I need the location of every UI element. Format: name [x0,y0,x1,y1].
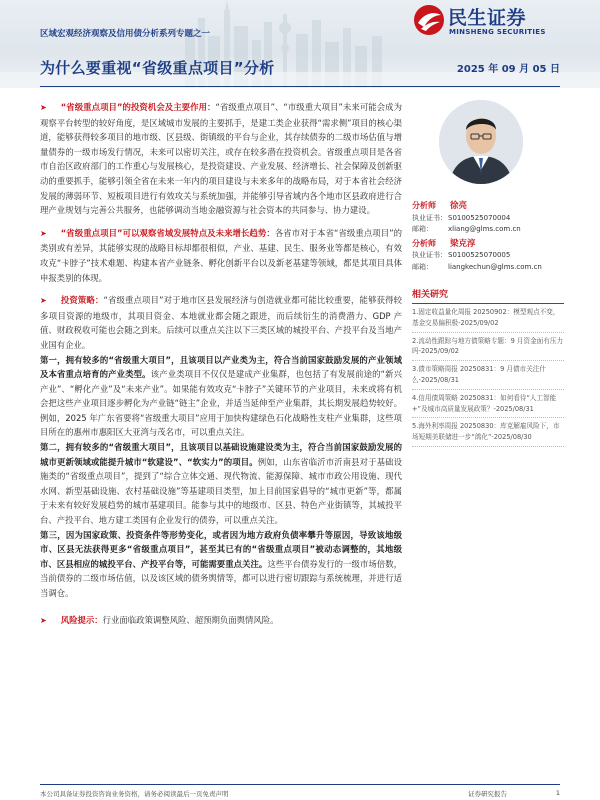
section-text: “省级重点项目”对于地市区县发展经济与创造就业都可能比较重要，能够获得较多项目资源的地级市，其项目资金、本地就业都会随之跟进，而后续衍生的消费潜力、GDP 产值、财政税收可能也会随之到来。后续可以重点关注以下三类区域的城投平台、产投平台及当地产业国有企业。 [40,295,403,350]
section-heading: “省级重点项目”的投资机会及主要作用： [60,102,216,112]
cert-label: 执业证书： [412,213,447,222]
related-research-item: 3.债市策略周报 20250831：9 月债市关注什么-2025/08/31 [412,361,564,390]
analyst-1-name-row [412,200,564,213]
strategy-point-3 [40,528,402,601]
analyst-name: 徐亮 [450,201,468,211]
section-risk [40,613,402,629]
point-bold-text: 第一，拥有较多的“省级重大项目”，且该项目以产业类为主，符合当前国家鼓励发展的产业领域及本省重点培育的产业类型。 [40,354,402,380]
point-text: 例如，山东省临沂市沂南县对于基础设施类的“省级重点项目”，提到了“综合立体交通、现代物流、能源保障、城市市政公用设施、现代水网、新型基础设施、农村基础设施”等基建项目类型，加上目前国家倡导的“城市更新”等，都属于未来有较好发展趋势的城市基建项目。能参与其中的地级市、区县、特色产业街镇等，其城投平台、产投平台、地方建工类国有企业发行的债券，可以重点关注。 [40,456,403,526]
point-bold-text: 第二，拥有较多的“省级重大项目”，且该项目以基础设施建设类为主，符合当前国家鼓励发展的城市更新领域或能提升城市“软建设”、“软实力”的项目。 [40,442,402,467]
email-label: 邮箱： [412,225,433,233]
arrow-bullet-icon: ➤ [40,615,47,625]
analyst-2-cert-row [412,250,564,262]
email-label: 邮箱： [412,262,433,271]
cert-number: S0100525070005 [448,251,511,259]
series-title: 区域宏观经济观察及信用债分析系列专题之一 [40,29,211,39]
report-title: 为什么要重视“省级重点项目”分析 [40,59,275,77]
strategy-point-1 [40,353,402,441]
arrow-bullet-icon: ➤ [40,296,47,306]
logo-chinese-name: 民生证券 [448,7,527,29]
main-body [40,100,402,628]
point-bold-text: 第三，因为国家政策、投资条件等形势变化，或者因为地方政府负债率攀升等原因，导致该地级市、区县无法获得更多“省级重点项目”，甚至其已有的“省级重点项目”被动态调整的，其地级市、区县相应的城投平台、产投平台等，可能需要重点关注。 [40,529,402,569]
sidebar [412,100,564,447]
email-address: xliang@glms.com.cn [448,225,521,233]
report-date: 2025 年 09 月 05 日 [456,64,560,75]
analyst-2-name-row [412,238,564,251]
page-number: 1 [555,789,560,797]
related-research-item: 2.流动性跟踪与地方债策略专题：9 月资金面有压力吗-2025/09/02 [412,333,564,362]
logo-english-name: MINSHENG SECURITIES [449,28,546,36]
cert-number: S0100525070004 [448,213,511,222]
analyst-2-email-row [412,262,564,274]
analyst-photo [439,100,523,184]
analyst-portrait-image [439,100,523,184]
analyst-name: 梁克淳 [450,238,476,249]
analyst-role: 分析师 [412,238,436,248]
footer-disclaimer: 本公司具备证券投资咨询业务资格，请务必阅读最后一页免责声明 [40,790,229,798]
related-research-item: 5.海外利率周报 20250830：库克解雇风险下，市场短期美联储进一步“鸽化”-2025/08/30 [412,418,564,447]
arrow-bullet-icon: ➤ [40,103,47,112]
analyst-1-cert-row [412,213,564,225]
related-research-title: 相关研究 [412,287,564,304]
header-banner [0,0,600,88]
header-rule [40,86,560,87]
section-text: 行业面临政策调整风险、超预期负面舆情风险。 [102,614,279,625]
analyst-info [412,200,564,273]
section-investment-role [40,100,402,218]
analyst-1-email-row [412,224,564,236]
point-text: 该产业类项目不仅仅是建成产业集群，也包括了有发展前途的“新兴产业”、“孵化产业”及“未来产业”。如果能有效攻克“卡脖子”关键环节的产业项目，未来或将有机会把这些产业项目逐步孵化为产业链“链主”企业，并适当延伸至产业集群，其长期发展趋势较好。例如，2025 年广东省要将“省级重大项目”应用于加快构建绿色石化战略性支柱产业集群，这些项目所在的惠州市惠阳区大亚湾与茂名市，可以重点关注。 [40,369,402,438]
section-text: 各省市对于本省“省级重点项目”的类别或有差异，其能够实现的战略目标却都很相似，产业、基建、民生、服务业等都是核心，有效攻克“卡脖子”技术难题、构建本省产业链条、孵化创新平台以及新老基建等领域，都是其项目具体申报类别的体现。 [40,227,402,283]
email-address: liangkechun@glms.com.cn [448,262,542,271]
brand-logo [412,3,582,43]
strategy-point-2 [40,440,402,528]
section-heading: 风险提示： [60,614,103,625]
analyst-role: 分析师 [412,201,436,210]
cert-label: 执业证书： [412,251,447,259]
arrow-bullet-icon: ➤ [40,228,47,238]
section-heading: 投资策略： [60,295,104,306]
section-growth-trend [40,226,402,285]
related-research-item: 1.固定收益量化周报 20250902：模型观点不变，基金交易偏积极-2025/09/02 [412,304,564,333]
section-text: “省级重点项目”、“市级重大项目”未来可能会成为观察平台转型的较好角度，是区域城市发展的主要抓手，是建工类企业获得“需求侧”项目的核心渠道，能够获得较多项目的地市级、区县级、街镇级的平台与企业，其存续债券的二级市场估值与增量债券的一级市场发行情况，未来可以密切关注，或存在较多潜在投资机会。省级重点项目是各省市自治区政府部门的工作重心与发展核心，是投资建设、产业发展、经济增长、社会保障及创新驱动的重要抓手，能够引领全省在未来一年内的项目建设与未来多年的战略布局，对于本省社会经济发展的薄弱环节、短板项目进行有效攻关与系统加强，并能够引导省域内各个地市区县政府进行合理产业规划与完善公共服务，也能够调动当地金融资源与社会资本的共同参与、协力建设。 [40,102,402,216]
section-heading: “省级重点项目”可以观察省域发展特点及未来增长趋势： [60,227,275,238]
footer-rule [40,784,560,785]
related-research-item: 4.信用债周策略 20250831：如何看待“人工智能+”及城市高质量发展政策？-2025/08/31 [412,390,564,419]
footer-doc-type: 证券研究报告 [468,790,507,798]
point-text: 这些平台债券发行的一级市场倍数，当前债券的二级市场估值，以及该区域的债务舆情等，都可以进行密切跟踪与系统梳理，并进行适当调仓。 [40,558,402,598]
section-strategy [40,293,402,352]
minsheng-logo-icon [412,3,446,37]
